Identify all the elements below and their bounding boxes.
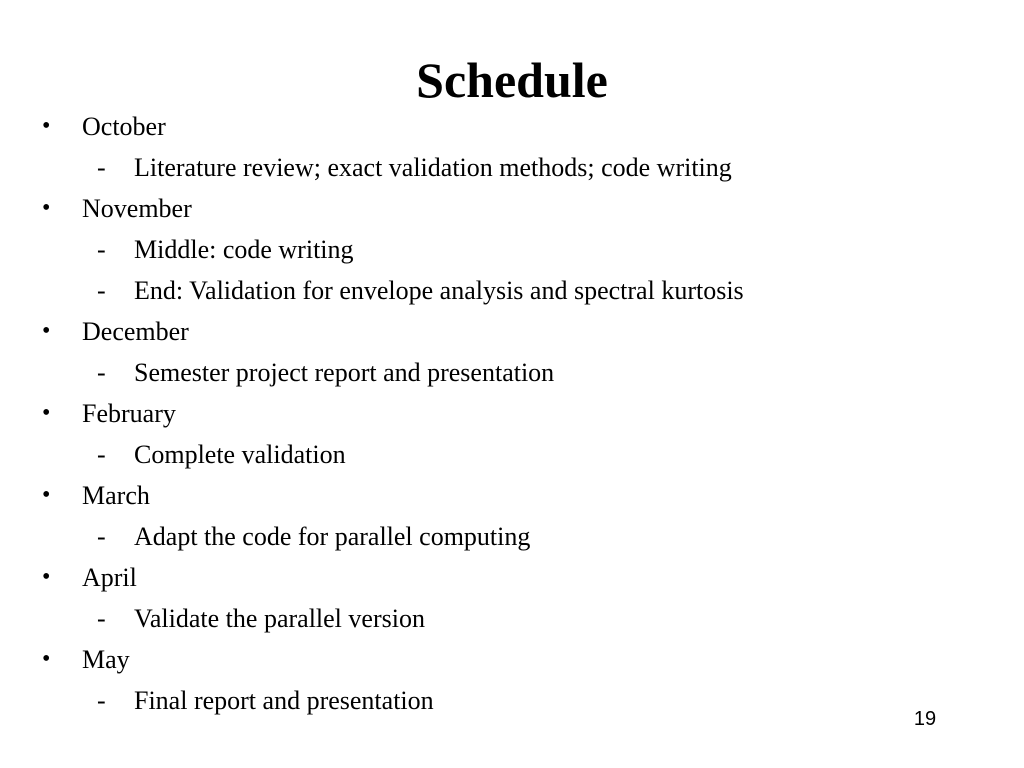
month-label: December [82,317,189,346]
task-list [0,147,1024,188]
month-label: October [82,112,166,141]
schedule-month-april [0,557,1024,639]
month-label: March [82,481,150,510]
month-row [0,475,1024,516]
task-label: Complete validation [134,440,346,469]
month-label: February [82,399,176,428]
bullet-icon: • [42,646,51,672]
task-item [0,229,1024,270]
bullet-icon: • [42,400,51,426]
task-label: Semester project report and presentation [134,358,555,387]
month-row [0,106,1024,147]
dash-icon: - [97,235,106,264]
task-item [0,270,1024,311]
schedule-month-november [0,188,1024,311]
bullet-icon: • [42,195,51,221]
task-label: Validate the parallel version [134,604,425,633]
dash-icon: - [97,440,106,469]
task-item [0,516,1024,557]
task-label: Middle: code writing [134,235,354,264]
dash-icon: - [97,522,106,551]
bullet-icon: • [42,318,51,344]
task-label: Literature review; exact validation methods; code writing [134,153,732,182]
task-list [0,434,1024,475]
bullet-icon: • [42,113,51,139]
task-list [0,680,1024,721]
dash-icon: - [97,686,106,715]
bullet-icon: • [42,564,51,590]
task-list [0,598,1024,639]
task-item [0,147,1024,188]
month-row [0,557,1024,598]
bullet-icon: • [42,482,51,508]
task-item [0,434,1024,475]
month-row [0,188,1024,229]
task-list [0,229,1024,311]
schedule-month-may [0,639,1024,721]
month-label: April [82,563,137,592]
task-label: End: Validation for envelope analysis and spectral kurtosis [134,276,744,305]
dash-icon: - [97,358,106,387]
schedule-month-february [0,393,1024,475]
task-item [0,352,1024,393]
slide-title: Schedule [416,52,608,108]
schedule-list [0,106,1024,721]
month-row [0,639,1024,680]
dash-icon: - [97,153,106,182]
schedule-month-march [0,475,1024,557]
task-list [0,352,1024,393]
schedule-month-december [0,311,1024,393]
task-list [0,516,1024,557]
task-item [0,680,1024,721]
month-row [0,311,1024,352]
month-row [0,393,1024,434]
page-number: 19 [913,708,937,730]
dash-icon: - [97,276,106,305]
month-label: November [82,194,192,223]
month-label: May [82,645,130,674]
task-item [0,598,1024,639]
dash-icon: - [97,604,106,633]
task-label: Adapt the code for parallel computing [134,522,531,551]
task-label: Final report and presentation [134,686,434,715]
schedule-month-october [0,106,1024,188]
